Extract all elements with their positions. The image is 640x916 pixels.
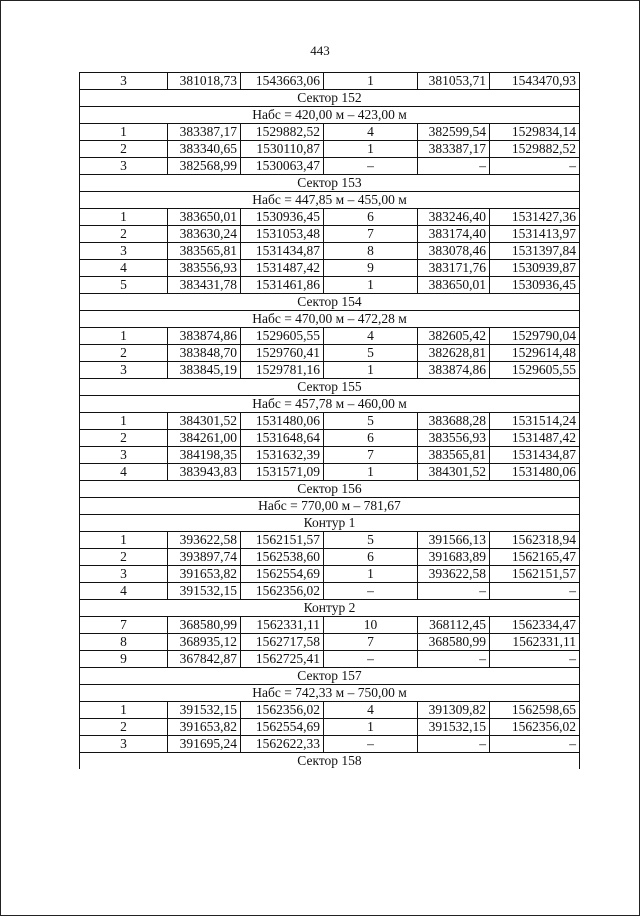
table-section-heading-row [80, 90, 580, 107]
section-heading: Контур 1 [80, 515, 580, 532]
next-x-coordinate-cell: 383174,40 [418, 226, 490, 243]
x-coordinate-cell: 368580,99 [168, 617, 241, 634]
next-y-coordinate-cell: 1531434,87 [490, 447, 580, 464]
y-coordinate-cell: 1530110,87 [241, 141, 324, 158]
next-point-number-cell: 6 [324, 430, 418, 447]
y-coordinate-cell: 1531571,09 [241, 464, 324, 481]
next-y-coordinate-cell: 1529614,48 [490, 345, 580, 362]
table-section-heading-row [80, 192, 580, 209]
table-row [80, 73, 580, 90]
point-number-cell: 2 [80, 719, 168, 736]
point-number-cell: 7 [80, 617, 168, 634]
next-point-number-cell: 1 [324, 362, 418, 379]
point-number-cell: 4 [80, 583, 168, 600]
x-coordinate-cell: 368935,12 [168, 634, 241, 651]
next-x-coordinate-cell: 383556,93 [418, 430, 490, 447]
y-coordinate-cell: 1562622,33 [241, 736, 324, 753]
next-x-coordinate-cell: 368580,99 [418, 634, 490, 651]
point-number-cell: 4 [80, 464, 168, 481]
point-number-cell: 3 [80, 736, 168, 753]
y-coordinate-cell: 1543663,06 [241, 73, 324, 90]
next-point-number-cell: 4 [324, 702, 418, 719]
y-coordinate-cell: 1531461,86 [241, 277, 324, 294]
y-coordinate-cell: 1562331,11 [241, 617, 324, 634]
point-number-cell: 1 [80, 532, 168, 549]
next-x-coordinate-cell: 383078,46 [418, 243, 490, 260]
section-heading: Набс = 470,00 м – 472,28 м [80, 311, 580, 328]
x-coordinate-cell: 383848,70 [168, 345, 241, 362]
next-y-coordinate-cell: 1531413,97 [490, 226, 580, 243]
y-coordinate-cell: 1531648,64 [241, 430, 324, 447]
next-y-coordinate-cell: 1531480,06 [490, 464, 580, 481]
table-section-heading-row [80, 515, 580, 532]
next-x-coordinate-cell: 391566,13 [418, 532, 490, 549]
x-coordinate-cell: 383340,65 [168, 141, 241, 158]
next-y-coordinate-cell: 1529834,14 [490, 124, 580, 141]
next-y-coordinate-cell: 1529605,55 [490, 362, 580, 379]
next-y-coordinate-cell: 1562331,11 [490, 634, 580, 651]
table-section-heading-row [80, 396, 580, 413]
table-row [80, 430, 580, 447]
next-x-coordinate-cell: 383171,76 [418, 260, 490, 277]
section-heading: Набс = 770,00 м – 781,67 [80, 498, 580, 515]
y-coordinate-cell: 1529760,41 [241, 345, 324, 362]
table-row [80, 549, 580, 566]
next-point-number-cell: 7 [324, 226, 418, 243]
section-heading: Сектор 157 [80, 668, 580, 685]
next-point-number-cell: – [324, 158, 418, 175]
coordinates-table-body [80, 73, 580, 770]
next-x-coordinate-cell: 383688,28 [418, 413, 490, 430]
point-number-cell: 5 [80, 277, 168, 294]
x-coordinate-cell: 391695,24 [168, 736, 241, 753]
page-number: 443 [310, 43, 330, 58]
next-x-coordinate-cell: – [418, 651, 490, 668]
table-row [80, 141, 580, 158]
next-x-coordinate-cell: 384301,52 [418, 464, 490, 481]
section-heading: Набс = 457,78 м – 460,00 м [80, 396, 580, 413]
table-row [80, 243, 580, 260]
point-number-cell: 1 [80, 209, 168, 226]
point-number-cell: 8 [80, 634, 168, 651]
next-x-coordinate-cell: 382628,81 [418, 345, 490, 362]
table-section-heading-row [80, 175, 580, 192]
y-coordinate-cell: 1530936,45 [241, 209, 324, 226]
point-number-cell: 3 [80, 243, 168, 260]
next-x-coordinate-cell: 381053,71 [418, 73, 490, 90]
y-coordinate-cell: 1562538,60 [241, 549, 324, 566]
table-row [80, 345, 580, 362]
next-x-coordinate-cell: 368112,45 [418, 617, 490, 634]
next-x-coordinate-cell: 383387,17 [418, 141, 490, 158]
y-coordinate-cell: 1531480,06 [241, 413, 324, 430]
next-point-number-cell: 1 [324, 719, 418, 736]
next-y-coordinate-cell: 1531487,42 [490, 430, 580, 447]
table-section-heading-row [80, 668, 580, 685]
next-point-number-cell: 9 [324, 260, 418, 277]
next-x-coordinate-cell: – [418, 158, 490, 175]
table-row [80, 532, 580, 549]
point-number-cell: 2 [80, 549, 168, 566]
next-point-number-cell: 1 [324, 277, 418, 294]
point-number-cell: 3 [80, 73, 168, 90]
next-point-number-cell: – [324, 651, 418, 668]
next-x-coordinate-cell: 391532,15 [418, 719, 490, 736]
next-point-number-cell: 1 [324, 464, 418, 481]
next-x-coordinate-cell: 383246,40 [418, 209, 490, 226]
next-y-coordinate-cell: 1562151,57 [490, 566, 580, 583]
next-x-coordinate-cell: 382599,54 [418, 124, 490, 141]
y-coordinate-cell: 1530063,47 [241, 158, 324, 175]
y-coordinate-cell: 1531434,87 [241, 243, 324, 260]
point-number-cell: 2 [80, 430, 168, 447]
table-section-heading-row [80, 753, 580, 770]
y-coordinate-cell: 1531053,48 [241, 226, 324, 243]
next-y-coordinate-cell: 1531514,24 [490, 413, 580, 430]
point-number-cell: 2 [80, 141, 168, 158]
x-coordinate-cell: 384261,00 [168, 430, 241, 447]
next-x-coordinate-cell: 382605,42 [418, 328, 490, 345]
x-coordinate-cell: 391532,15 [168, 702, 241, 719]
next-y-coordinate-cell: – [490, 158, 580, 175]
x-coordinate-cell: 391653,82 [168, 566, 241, 583]
next-y-coordinate-cell: 1562334,47 [490, 617, 580, 634]
table-row [80, 702, 580, 719]
table-row [80, 634, 580, 651]
table-row [80, 464, 580, 481]
next-y-coordinate-cell: 1562598,65 [490, 702, 580, 719]
y-coordinate-cell: 1531632,39 [241, 447, 324, 464]
section-heading: Сектор 152 [80, 90, 580, 107]
next-point-number-cell: 6 [324, 549, 418, 566]
y-coordinate-cell: 1562725,41 [241, 651, 324, 668]
table-row [80, 719, 580, 736]
point-number-cell: 9 [80, 651, 168, 668]
x-coordinate-cell: 383565,81 [168, 243, 241, 260]
table-row [80, 158, 580, 175]
point-number-cell: 2 [80, 345, 168, 362]
next-point-number-cell: – [324, 736, 418, 753]
table-row [80, 362, 580, 379]
next-point-number-cell: 1 [324, 566, 418, 583]
x-coordinate-cell: 384198,35 [168, 447, 241, 464]
next-y-coordinate-cell: 1531397,84 [490, 243, 580, 260]
point-number-cell: 3 [80, 158, 168, 175]
section-heading: Сектор 156 [80, 481, 580, 498]
table-row [80, 260, 580, 277]
section-heading: Контур 2 [80, 600, 580, 617]
x-coordinate-cell: 383650,01 [168, 209, 241, 226]
section-heading: Сектор 154 [80, 294, 580, 311]
y-coordinate-cell: 1562151,57 [241, 532, 324, 549]
x-coordinate-cell: 383431,78 [168, 277, 241, 294]
next-x-coordinate-cell: 383650,01 [418, 277, 490, 294]
point-number-cell: 2 [80, 226, 168, 243]
section-heading: Сектор 155 [80, 379, 580, 396]
next-y-coordinate-cell: 1530939,87 [490, 260, 580, 277]
next-y-coordinate-cell: 1543470,93 [490, 73, 580, 90]
next-y-coordinate-cell: – [490, 736, 580, 753]
section-heading: Сектор 153 [80, 175, 580, 192]
table-row [80, 617, 580, 634]
next-y-coordinate-cell: 1562356,02 [490, 719, 580, 736]
table-section-heading-row [80, 498, 580, 515]
next-point-number-cell: 7 [324, 634, 418, 651]
table-section-heading-row [80, 379, 580, 396]
y-coordinate-cell: 1531487,42 [241, 260, 324, 277]
point-number-cell: 1 [80, 124, 168, 141]
table-section-heading-row [80, 685, 580, 702]
y-coordinate-cell: 1562717,58 [241, 634, 324, 651]
table-row [80, 651, 580, 668]
table-row [80, 447, 580, 464]
next-y-coordinate-cell: 1562165,47 [490, 549, 580, 566]
y-coordinate-cell: 1562554,69 [241, 719, 324, 736]
table-row [80, 226, 580, 243]
next-point-number-cell: 5 [324, 532, 418, 549]
next-point-number-cell: 1 [324, 141, 418, 158]
point-number-cell: 3 [80, 447, 168, 464]
next-x-coordinate-cell: 393622,58 [418, 566, 490, 583]
point-number-cell: 1 [80, 413, 168, 430]
x-coordinate-cell: 383556,93 [168, 260, 241, 277]
x-coordinate-cell: 383630,24 [168, 226, 241, 243]
next-y-coordinate-cell: 1529790,04 [490, 328, 580, 345]
x-coordinate-cell: 383874,86 [168, 328, 241, 345]
table-section-heading-row [80, 481, 580, 498]
next-point-number-cell: 1 [324, 73, 418, 90]
table-row [80, 736, 580, 753]
table-section-heading-row [80, 294, 580, 311]
next-y-coordinate-cell: 1530936,45 [490, 277, 580, 294]
table-row [80, 583, 580, 600]
point-number-cell: 1 [80, 328, 168, 345]
x-coordinate-cell: 393897,74 [168, 549, 241, 566]
section-heading: Набс = 447,85 м – 455,00 м [80, 192, 580, 209]
next-x-coordinate-cell: – [418, 736, 490, 753]
point-number-cell: 1 [80, 702, 168, 719]
table-section-heading-row [80, 600, 580, 617]
next-point-number-cell: 5 [324, 345, 418, 362]
x-coordinate-cell: 384301,52 [168, 413, 241, 430]
x-coordinate-cell: 381018,73 [168, 73, 241, 90]
x-coordinate-cell: 391532,15 [168, 583, 241, 600]
y-coordinate-cell: 1529605,55 [241, 328, 324, 345]
next-x-coordinate-cell: 383565,81 [418, 447, 490, 464]
table-row [80, 209, 580, 226]
x-coordinate-cell: 383387,17 [168, 124, 241, 141]
next-y-coordinate-cell: 1562318,94 [490, 532, 580, 549]
next-point-number-cell: 4 [324, 124, 418, 141]
y-coordinate-cell: 1562356,02 [241, 583, 324, 600]
next-point-number-cell: 5 [324, 413, 418, 430]
next-point-number-cell: – [324, 583, 418, 600]
x-coordinate-cell: 383943,83 [168, 464, 241, 481]
next-y-coordinate-cell: – [490, 651, 580, 668]
next-point-number-cell: 4 [324, 328, 418, 345]
x-coordinate-cell: 393622,58 [168, 532, 241, 549]
section-heading: Сектор 158 [80, 753, 580, 770]
next-x-coordinate-cell: – [418, 583, 490, 600]
table-section-heading-row [80, 311, 580, 328]
point-number-cell: 3 [80, 362, 168, 379]
next-point-number-cell: 7 [324, 447, 418, 464]
next-point-number-cell: 10 [324, 617, 418, 634]
next-y-coordinate-cell: 1529882,52 [490, 141, 580, 158]
next-x-coordinate-cell: 391683,89 [418, 549, 490, 566]
section-heading: Набс = 742,33 м – 750,00 м [80, 685, 580, 702]
next-y-coordinate-cell: 1531427,36 [490, 209, 580, 226]
table-row [80, 277, 580, 294]
next-point-number-cell: 6 [324, 209, 418, 226]
next-x-coordinate-cell: 383874,86 [418, 362, 490, 379]
x-coordinate-cell: 367842,87 [168, 651, 241, 668]
x-coordinate-cell: 383845,19 [168, 362, 241, 379]
y-coordinate-cell: 1562356,02 [241, 702, 324, 719]
y-coordinate-cell: 1562554,69 [241, 566, 324, 583]
table-row [80, 328, 580, 345]
x-coordinate-cell: 382568,99 [168, 158, 241, 175]
table-section-heading-row [80, 107, 580, 124]
next-y-coordinate-cell: – [490, 583, 580, 600]
point-number-cell: 3 [80, 566, 168, 583]
y-coordinate-cell: 1529781,16 [241, 362, 324, 379]
coordinates-table [79, 72, 580, 769]
next-x-coordinate-cell: 391309,82 [418, 702, 490, 719]
table-row [80, 566, 580, 583]
x-coordinate-cell: 391653,82 [168, 719, 241, 736]
next-point-number-cell: 8 [324, 243, 418, 260]
y-coordinate-cell: 1529882,52 [241, 124, 324, 141]
section-heading: Набс = 420,00 м – 423,00 м [80, 107, 580, 124]
table-row [80, 124, 580, 141]
table-row [80, 413, 580, 430]
point-number-cell: 4 [80, 260, 168, 277]
